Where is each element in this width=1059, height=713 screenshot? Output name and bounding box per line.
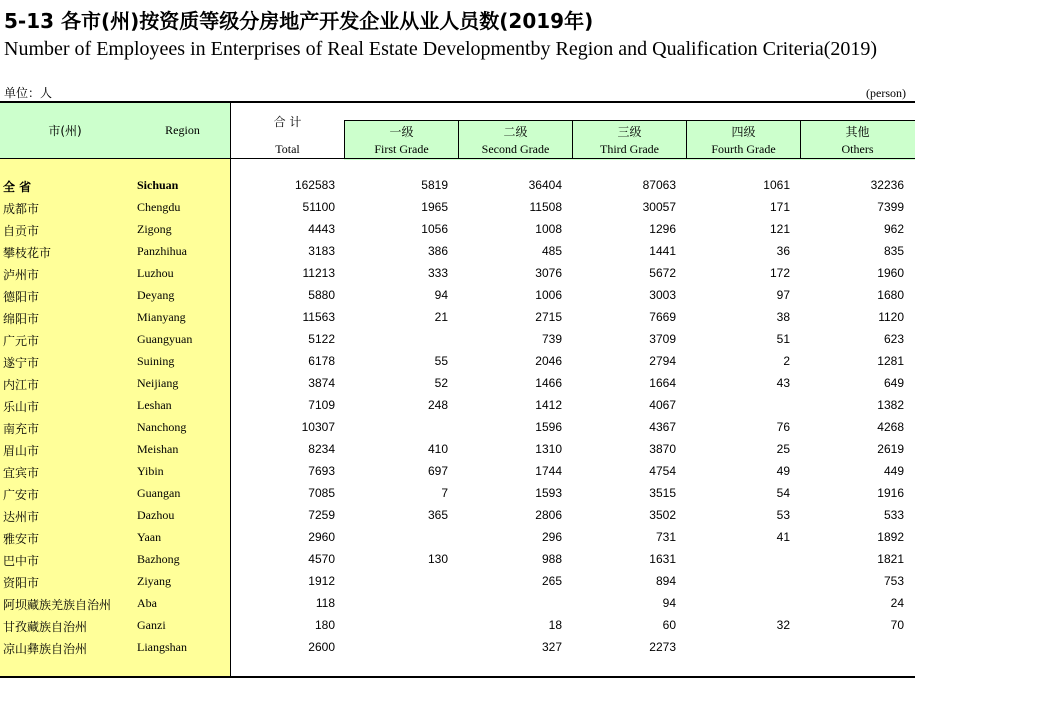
table-row	[0, 197, 915, 219]
cell-third-grade: 3502	[649, 508, 676, 522]
cell-first-grade: 386	[427, 244, 448, 258]
cell-second-grade: 296	[541, 530, 562, 544]
cell-third-grade: 30057	[642, 200, 676, 214]
cell-total: 7259	[308, 508, 335, 522]
cell-others: 649	[883, 376, 904, 390]
cell-second-grade: 739	[541, 332, 562, 346]
cell-third-grade: 3515	[649, 486, 676, 500]
cell-total: 3183	[308, 244, 335, 258]
cell-fourth-grade: 43	[776, 376, 790, 390]
cell-second-grade: 1008	[535, 222, 562, 236]
cell-third-grade: 2794	[649, 354, 676, 368]
cell-region-cn: 眉山市	[3, 444, 40, 458]
cell-second-grade: 18	[548, 618, 562, 632]
cell-region-en: Deyang	[137, 288, 175, 302]
table-row	[0, 351, 915, 373]
cell-others: 835	[883, 244, 904, 258]
header-fourth-grade-cn: 四级	[731, 125, 756, 139]
cell-region-en: Ziyang	[137, 574, 171, 588]
header-third-grade-cn: 三级	[617, 125, 642, 139]
data-table	[0, 101, 915, 678]
cell-others: 1281	[877, 354, 904, 368]
table-row	[0, 439, 915, 461]
cell-others: 753	[883, 574, 904, 588]
table-row	[0, 527, 915, 549]
cell-first-grade: 1965	[421, 200, 448, 214]
cell-region-cn: 凉山彝族自治州	[3, 642, 88, 656]
header-city-cn: 市(州)	[48, 124, 82, 138]
cell-fourth-grade: 49	[776, 464, 790, 478]
table-row	[0, 505, 915, 527]
unit-label: 单位：人	[4, 86, 53, 100]
table-row	[0, 329, 915, 351]
cell-region-cn: 遂宁市	[3, 356, 40, 370]
cell-second-grade: 327	[541, 640, 562, 654]
cell-region-cn: 宜宾市	[3, 466, 40, 480]
page-title-chinese: 5-13 各市(州)按资质等级分房地产开发企业从业人员数(2019年)	[4, 9, 594, 33]
cell-fourth-grade: 54	[776, 486, 790, 500]
cell-region-en: Chengdu	[137, 200, 181, 214]
cell-second-grade: 988	[541, 552, 562, 566]
cell-second-grade: 1412	[535, 398, 562, 412]
table-row	[0, 417, 915, 439]
cell-fourth-grade: 25	[776, 442, 790, 456]
header-others-en: Others	[841, 142, 874, 156]
table-row	[0, 263, 915, 285]
cell-total: 2600	[308, 640, 335, 654]
cell-first-grade: 52	[434, 376, 448, 390]
cell-others: 533	[883, 508, 904, 522]
cell-others: 24	[890, 596, 904, 610]
cell-region-cn: 成都市	[3, 202, 40, 216]
cell-total: 3874	[308, 376, 335, 390]
cell-others: 962	[883, 222, 904, 236]
table-row	[0, 461, 915, 483]
cell-region-en: Aba	[137, 596, 157, 610]
cell-region-cn: 德阳市	[3, 290, 40, 304]
cell-region-en: Dazhou	[137, 508, 175, 522]
cell-second-grade: 36404	[528, 178, 562, 192]
cell-fourth-grade: 76	[776, 420, 790, 434]
cell-first-grade: 365	[427, 508, 448, 522]
cell-second-grade: 2806	[535, 508, 562, 522]
cell-total: 4443	[308, 222, 335, 236]
cell-total: 5880	[308, 288, 335, 302]
cell-region-en: Yibin	[137, 464, 164, 478]
cell-fourth-grade: 38	[776, 310, 790, 324]
cell-third-grade: 7669	[649, 310, 676, 324]
cell-first-grade: 1056	[421, 222, 448, 236]
cell-second-grade: 2715	[535, 310, 562, 324]
cell-region-cn: 内江市	[3, 378, 40, 392]
cell-others: 1120	[878, 310, 904, 324]
cell-first-grade: 55	[434, 354, 448, 368]
cell-second-grade: 1596	[535, 420, 562, 434]
cell-fourth-grade: 1061	[763, 178, 790, 192]
cell-third-grade: 60	[662, 618, 676, 632]
table-row	[0, 175, 915, 197]
cell-total: 2960	[308, 530, 335, 544]
cell-others: 449	[883, 464, 904, 478]
cell-fourth-grade: 171	[769, 200, 790, 214]
cell-total: 7109	[308, 398, 335, 412]
cell-region-cn: 广元市	[3, 334, 40, 348]
cell-total: 5122	[308, 332, 335, 346]
cell-region-cn: 全 省	[3, 180, 32, 194]
table-row	[0, 241, 915, 263]
cell-region-en: Guangyuan	[137, 332, 193, 346]
table-top-rule	[0, 101, 915, 103]
cell-total: 6178	[308, 354, 335, 368]
table-row	[0, 373, 915, 395]
table-row	[0, 571, 915, 593]
cell-total: 11563	[302, 310, 335, 324]
cell-second-grade: 1310	[535, 442, 562, 456]
cell-total: 118	[315, 596, 335, 610]
cell-region-cn: 雅安市	[3, 532, 40, 546]
cell-others: 1892	[877, 530, 904, 544]
cell-total: 7693	[308, 464, 335, 478]
header-third-grade-en: Third Grade	[600, 142, 659, 156]
cell-region-en: Meishan	[137, 442, 179, 456]
cell-total: 162583	[294, 178, 335, 192]
cell-total: 8234	[308, 442, 335, 456]
cell-first-grade: 5819	[421, 178, 448, 192]
cell-region-en: Liangshan	[137, 640, 187, 654]
cell-first-grade: 21	[434, 310, 448, 324]
header-total-cn: 合 计	[273, 115, 302, 129]
cell-region-en: Sichuan	[137, 178, 179, 192]
cell-region-cn: 自贡市	[3, 224, 40, 238]
cell-fourth-grade: 51	[776, 332, 790, 346]
table-row	[0, 307, 915, 329]
cell-third-grade: 4367	[649, 420, 676, 434]
cell-first-grade: 697	[427, 464, 448, 478]
header-others-cn: 其他	[845, 125, 870, 139]
cell-second-grade: 1744	[535, 464, 562, 478]
page-title-english: Number of Employees in Enterprises of Real Estate Developmentby Region and Qualification Criteria(2019)	[4, 38, 878, 60]
cell-third-grade: 731	[655, 530, 676, 544]
cell-region-en: Bazhong	[137, 552, 180, 566]
cell-region-cn: 乐山市	[3, 400, 40, 414]
cell-third-grade: 5672	[649, 266, 676, 280]
cell-fourth-grade: 53	[776, 508, 790, 522]
cell-fourth-grade: 36	[776, 244, 790, 258]
cell-region-cn: 资阳市	[3, 576, 40, 590]
cell-total: 180	[314, 618, 335, 632]
cell-others: 32236	[870, 178, 904, 192]
cell-second-grade: 485	[541, 244, 562, 258]
cell-region-cn: 攀枝花市	[3, 246, 52, 260]
cell-region-cn: 甘孜藏族自治州	[3, 620, 88, 634]
cell-third-grade: 94	[662, 596, 676, 610]
cell-others: 2619	[877, 442, 904, 456]
cell-others: 4268	[877, 420, 904, 434]
cell-region-en: Ganzi	[137, 618, 166, 632]
cell-others: 1960	[877, 266, 904, 280]
cell-region-en: Yaan	[137, 530, 162, 544]
header-region-en: Region	[165, 123, 200, 137]
header-second-grade-en: Second Grade	[481, 142, 550, 156]
cell-third-grade: 87063	[642, 178, 676, 192]
cell-second-grade: 1466	[535, 376, 562, 390]
table-row	[0, 395, 915, 417]
cell-second-grade: 2046	[535, 354, 562, 368]
cell-others: 7399	[877, 200, 904, 214]
cell-fourth-grade: 97	[776, 288, 790, 302]
cell-first-grade: 130	[427, 552, 448, 566]
cell-third-grade: 3709	[649, 332, 676, 346]
table-row	[0, 637, 915, 659]
cell-others: 70	[890, 618, 904, 632]
cell-third-grade: 1296	[649, 222, 676, 236]
cell-third-grade: 1441	[649, 244, 676, 258]
cell-others: 1821	[877, 552, 904, 566]
table-row	[0, 615, 915, 637]
cell-region-en: Suining	[137, 354, 175, 368]
table-row	[0, 593, 915, 615]
cell-second-grade: 3076	[535, 266, 562, 280]
cell-total: 10307	[301, 420, 335, 434]
cell-fourth-grade: 121	[769, 222, 790, 236]
cell-region-cn: 南充市	[3, 422, 40, 436]
cell-fourth-grade: 172	[769, 266, 790, 280]
cell-total: 11213	[302, 266, 335, 280]
cell-third-grade: 1631	[649, 552, 676, 566]
table-row	[0, 549, 915, 571]
unit-label-english: (person)	[866, 86, 906, 100]
cell-others: 1916	[877, 486, 904, 500]
table-row	[0, 483, 915, 505]
table-bottom-rule	[0, 676, 915, 678]
cell-region-cn: 绵阳市	[3, 312, 40, 326]
cell-others: 623	[883, 332, 904, 346]
cell-third-grade: 4067	[649, 398, 676, 412]
cell-first-grade: 7	[441, 486, 448, 500]
cell-third-grade: 4754	[649, 464, 676, 478]
cell-region-en: Luzhou	[137, 266, 174, 280]
header-first-grade-en: First Grade	[374, 142, 429, 156]
cell-region-cn: 泸州市	[3, 268, 40, 282]
cell-second-grade: 11508	[529, 200, 562, 214]
cell-total: 51100	[302, 200, 335, 214]
cell-region-cn: 达州市	[3, 510, 40, 524]
cell-region-cn: 巴中市	[3, 554, 40, 568]
cell-third-grade: 2273	[649, 640, 676, 654]
header-fourth-grade-en: Fourth Grade	[711, 142, 776, 156]
cell-second-grade: 1593	[535, 486, 562, 500]
header-total-en: Total	[275, 142, 300, 156]
cell-third-grade: 3870	[649, 442, 676, 456]
cell-region-en: Zigong	[137, 222, 172, 236]
cell-first-grade: 248	[427, 398, 448, 412]
cell-second-grade: 1006	[535, 288, 562, 302]
cell-region-en: Guangan	[137, 486, 181, 500]
cell-fourth-grade: 32	[776, 618, 790, 632]
cell-second-grade: 265	[541, 574, 562, 588]
cell-third-grade: 894	[655, 574, 676, 588]
cell-third-grade: 3003	[649, 288, 676, 302]
cell-total: 1912	[308, 574, 335, 588]
header-second-grade-cn: 二级	[503, 125, 528, 139]
cell-first-grade: 410	[427, 442, 448, 456]
cell-region-en: Mianyang	[137, 310, 186, 324]
cell-total: 4570	[308, 552, 335, 566]
cell-region-en: Leshan	[137, 398, 172, 412]
cell-fourth-grade: 2	[783, 354, 790, 368]
table-row	[0, 219, 915, 241]
cell-first-grade: 94	[434, 288, 448, 302]
cell-others: 1382	[877, 398, 904, 412]
cell-region-en: Nanchong	[137, 420, 187, 434]
cell-region-cn: 广安市	[3, 488, 40, 502]
header-first-grade-cn: 一级	[389, 125, 414, 139]
cell-first-grade: 333	[427, 266, 448, 280]
cell-region-en: Neijiang	[137, 376, 179, 390]
cell-third-grade: 1664	[649, 376, 676, 390]
cell-region-cn: 阿坝藏族羌族自治州	[3, 598, 112, 612]
table-row	[0, 285, 915, 307]
cell-fourth-grade: 41	[776, 530, 790, 544]
cell-region-en: Panzhihua	[137, 244, 187, 258]
cell-total: 7085	[308, 486, 335, 500]
cell-others: 1680	[877, 288, 904, 302]
